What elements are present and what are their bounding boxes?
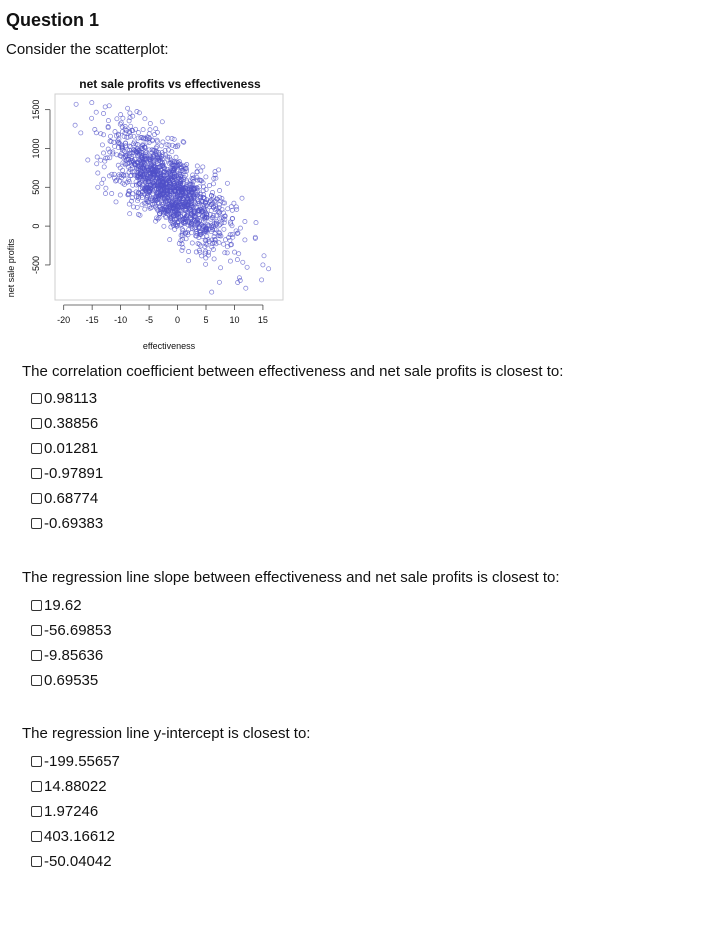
q1-option[interactable] — [31, 411, 103, 436]
option-label: -56.69853 — [44, 622, 112, 639]
q1-prompt: The correlation coefficient between effectiveness and net sale profits is closest to: — [22, 363, 564, 380]
data-point — [108, 156, 112, 160]
data-point — [127, 202, 131, 206]
data-point — [211, 182, 215, 186]
option-label: 19.62 — [44, 597, 82, 614]
x-tick-label: 10 — [229, 315, 240, 325]
data-point — [110, 191, 114, 195]
checkbox[interactable] — [31, 518, 42, 529]
data-point — [102, 133, 106, 137]
data-point — [195, 164, 199, 168]
q1-option[interactable] — [31, 386, 103, 411]
data-point — [129, 124, 133, 128]
data-point — [267, 267, 271, 271]
question-intro: Consider the scatterplot: — [6, 41, 169, 58]
checkbox[interactable] — [31, 756, 42, 767]
data-point — [174, 155, 178, 159]
checkbox[interactable] — [31, 675, 42, 686]
data-point — [225, 245, 229, 249]
data-point — [101, 151, 105, 155]
data-point — [100, 181, 104, 185]
q1-option[interactable] — [31, 436, 103, 461]
x-tick-label: 15 — [257, 315, 268, 325]
data-point — [219, 266, 223, 270]
data-point — [162, 224, 166, 228]
data-point — [136, 199, 140, 203]
data-point — [243, 238, 247, 242]
checkbox[interactable] — [31, 443, 42, 454]
data-point — [241, 260, 245, 264]
checkbox[interactable] — [31, 650, 42, 661]
data-point — [96, 185, 100, 189]
data-point — [155, 145, 159, 149]
option-label: -199.55657 — [44, 753, 120, 770]
x-tick-label: -15 — [85, 315, 99, 325]
q1-options — [31, 386, 103, 536]
data-point — [218, 188, 222, 192]
data-point — [115, 117, 119, 121]
q2-prompt: The regression line slope between effectiveness and net sale profits is closest to: — [22, 569, 560, 586]
option-label: 0.68774 — [44, 490, 99, 507]
checkbox[interactable] — [31, 493, 42, 504]
data-point — [101, 177, 105, 181]
data-point — [168, 238, 172, 242]
option-label: 1.97246 — [44, 803, 99, 820]
y-tick-label: 500 — [31, 179, 41, 195]
x-tick-label: 5 — [203, 315, 209, 325]
option-label: 0.01281 — [44, 440, 99, 457]
data-point — [170, 150, 174, 154]
q3-option[interactable] — [31, 824, 120, 849]
data-point — [176, 143, 180, 147]
option-label: 0.98113 — [44, 390, 98, 407]
option-label: -0.69383 — [44, 515, 104, 532]
data-point — [180, 227, 184, 231]
y-tick-label: 1500 — [31, 99, 41, 120]
x-tick-label: -20 — [57, 315, 71, 325]
y-tick-label: -500 — [31, 255, 41, 274]
data-point — [235, 258, 239, 262]
data-point — [103, 191, 107, 195]
data-point — [222, 227, 226, 231]
data-point — [226, 207, 230, 211]
data-point — [137, 111, 141, 115]
data-point — [114, 200, 118, 204]
data-point — [148, 121, 152, 125]
q3-option[interactable] — [31, 799, 120, 824]
data-point — [217, 280, 221, 284]
option-label: 0.38856 — [44, 415, 99, 432]
q3-option[interactable] — [31, 749, 120, 774]
data-points — [73, 101, 271, 295]
data-point — [204, 175, 208, 179]
q1-option[interactable] — [31, 461, 103, 486]
data-point — [121, 168, 125, 172]
q2-option[interactable] — [31, 593, 112, 618]
data-point — [126, 106, 130, 110]
data-point — [79, 131, 83, 135]
data-point — [73, 123, 77, 127]
data-point — [244, 286, 248, 290]
question-title: Question 1 — [6, 10, 100, 30]
data-point — [190, 231, 194, 235]
checkbox[interactable] — [31, 781, 42, 792]
data-point — [210, 290, 214, 294]
q3-options — [31, 749, 120, 874]
data-point — [128, 212, 132, 216]
data-point — [204, 256, 208, 260]
data-point — [148, 128, 152, 132]
data-point — [237, 276, 241, 280]
data-point — [213, 232, 217, 236]
data-point — [94, 110, 98, 114]
data-point — [161, 140, 165, 144]
data-point — [209, 209, 213, 213]
q1-option[interactable] — [31, 511, 103, 536]
checkbox[interactable] — [31, 625, 42, 636]
data-point — [201, 165, 205, 169]
data-point — [190, 241, 194, 245]
data-point — [207, 183, 211, 187]
checkbox[interactable] — [31, 468, 42, 479]
x-tick-label: -5 — [145, 315, 154, 325]
data-point — [204, 262, 208, 266]
q3-prompt: The regression line y-intercept is closest to: — [22, 725, 311, 742]
data-point — [261, 263, 265, 267]
data-point — [197, 185, 201, 189]
option-label: 0.69535 — [44, 672, 99, 689]
data-point — [90, 116, 94, 120]
data-point — [187, 249, 191, 253]
option-label: 14.88022 — [44, 778, 107, 795]
data-point — [217, 168, 221, 172]
data-point — [101, 111, 105, 115]
option-label: -0.97891 — [44, 465, 104, 482]
data-point — [243, 219, 247, 223]
data-point — [90, 101, 94, 105]
data-point — [106, 119, 110, 123]
data-point — [262, 254, 266, 258]
data-point — [143, 117, 147, 121]
q3-option[interactable] — [31, 774, 120, 799]
data-point — [138, 213, 142, 217]
data-point — [212, 257, 216, 261]
data-point — [104, 186, 108, 190]
q1-option[interactable] — [31, 486, 103, 511]
data-point — [113, 144, 117, 148]
x-tick-label: -10 — [114, 315, 128, 325]
data-point — [222, 242, 226, 246]
data-point — [119, 121, 123, 125]
data-point — [173, 227, 177, 231]
data-point — [143, 207, 147, 211]
checkbox[interactable] — [31, 856, 42, 867]
data-point — [95, 162, 99, 166]
x-axis — [57, 305, 268, 325]
data-point — [160, 120, 164, 124]
data-point — [245, 265, 249, 269]
y-axis — [31, 100, 50, 274]
data-point — [240, 196, 244, 200]
data-point — [121, 116, 125, 120]
data-point — [187, 259, 191, 263]
data-point — [234, 205, 238, 209]
q2-option[interactable] — [31, 668, 112, 693]
data-point — [225, 181, 229, 185]
data-point — [118, 122, 122, 126]
x-tick-label: 0 — [175, 315, 181, 325]
data-point — [237, 252, 241, 256]
checkbox[interactable] — [31, 831, 42, 842]
data-point — [254, 221, 258, 225]
data-point — [152, 133, 156, 137]
option-label: -9.85636 — [44, 647, 104, 664]
q2-option[interactable] — [31, 643, 112, 668]
data-point — [95, 155, 99, 159]
checkbox[interactable] — [31, 600, 42, 611]
checkbox[interactable] — [31, 393, 42, 404]
data-point — [180, 248, 184, 252]
q3-option[interactable] — [31, 849, 120, 874]
scatterplot — [0, 70, 290, 355]
option-label: -50.04042 — [44, 853, 112, 870]
data-point — [99, 158, 103, 162]
data-point — [86, 158, 90, 162]
data-point — [74, 102, 78, 106]
data-point — [141, 128, 145, 132]
data-point — [99, 132, 103, 136]
x-axis-label: effectiveness — [142, 341, 196, 351]
data-point — [118, 193, 122, 197]
data-point — [166, 136, 170, 140]
data-point — [108, 134, 112, 138]
data-point — [107, 104, 111, 108]
data-point — [155, 130, 159, 134]
checkbox[interactable] — [31, 418, 42, 429]
data-point — [238, 226, 242, 230]
data-point — [103, 105, 107, 109]
chart-title: net sale profits vs effectiveness — [79, 77, 261, 91]
y-tick-label: 1000 — [31, 138, 41, 159]
q2-option[interactable] — [31, 618, 112, 643]
data-point — [260, 278, 264, 282]
option-label: 403.16612 — [44, 828, 115, 845]
data-point — [232, 250, 236, 254]
y-tick-label: 0 — [31, 223, 41, 229]
data-point — [100, 143, 104, 147]
data-point — [102, 165, 106, 169]
q2-options — [31, 593, 112, 693]
data-point — [135, 109, 139, 113]
data-point — [96, 171, 100, 175]
checkbox[interactable] — [31, 806, 42, 817]
data-point — [127, 170, 131, 174]
data-point — [228, 259, 232, 263]
y-axis-label: net sale profits — [6, 238, 16, 298]
